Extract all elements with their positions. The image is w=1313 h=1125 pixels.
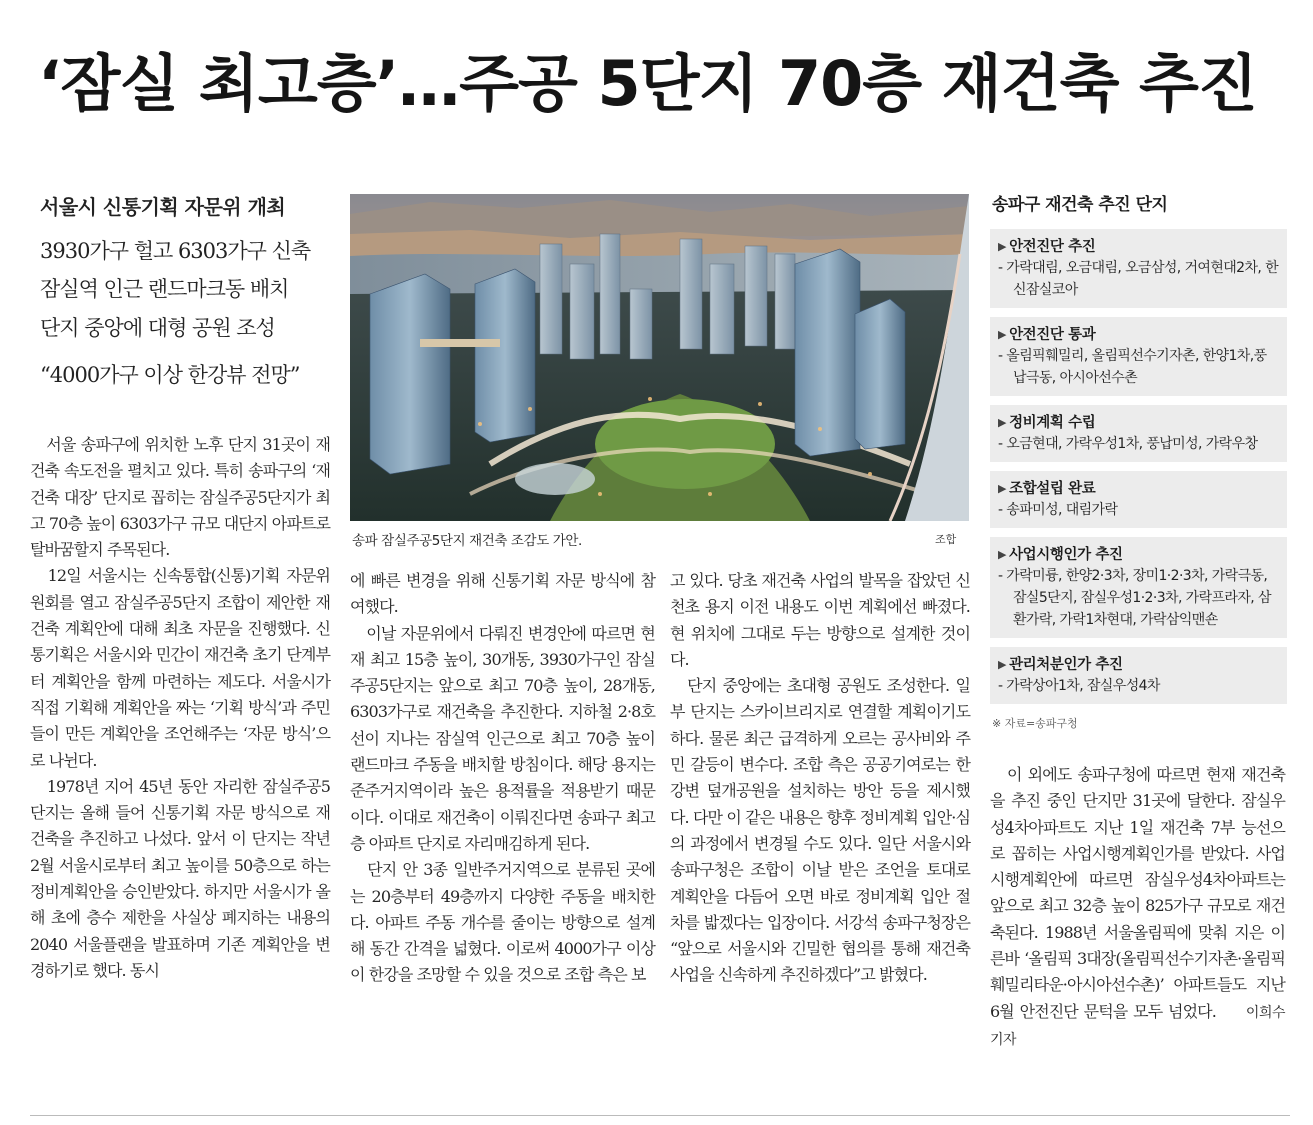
sidebar-section-complexes: - 가락대림, 오금대림, 오금삼성, 거여현대2차, 한신잠실코아 [998,260,1279,298]
sidebar-section-heading [998,479,1279,499]
byline: 이희수 기자 [990,1004,1285,1048]
subhead-1: 서울시 신통기획 자문위 개최 [40,195,286,219]
triangle-marker-icon: ▶ [998,548,1007,561]
sidebar-section [990,317,1287,396]
subhead-2: 3930가구 헐고 6303가구 신축 [40,239,311,263]
sidebar-section-heading [998,413,1279,433]
sidebar-section-complexes: - 오금현대, 가락우성1차, 풍납미성, 가락우창 [998,436,1258,452]
subhead-5: “4000가구 이상 한강뷰 전망” [40,363,300,387]
triangle-marker-icon: ▶ [998,328,1007,341]
headline: ‘잠실 최고층’…주공 5단지 70층 재건축 추진 [38,47,1257,120]
sidebar-section [990,537,1287,638]
article-column-1: 서울 송파구에 위치한 노후 단지 31곳이 재건축 속도전을 펼치고 있다. 특히 송파구의 ‘재건축 대장’ 단지로 꼽히는 잠실주공5단지가 최고 70층 높이 6303가구 규모 대단지 아파트로 탈바꿈할지 주목된다. 12일 서울시는 신속통합(신통)기획 자문위원회를 열고 잠실주공5단지 조합이 제안한 재건축 계획안에 대해 최초 자문을 진행했다. 신통기획은 서울시와 민간이 재건축 초기 단계부터 계획안을 함께 마련하는 제도다. 서울시가 직접 기획해 계획안을 짜는 ‘기획 방식’과 주민들이 만든 계획안을 조언해주는 ‘자문 방식’으로 나뉜다. 1978년 지어 45년 동안 자리한 잠실주공5단지는 올해 들어 신통기획 자문 방식으로 재건축을 추진하고 나섰다. 앞서 이 단지는 작년 2월 서울시로부터 최고 높이를 50층으로 하는 정비계획안을 승인받았다. 하지만 서울시가 올해 초에 층수 제한을 사실상 폐지하는 내용의 2040 서울플랜을 발표하며 기존 계획안을 변경하기로 했다. 동시 [30,435,330,980]
sidebar-box [990,190,1287,731]
triangle-marker-icon: ▶ [998,416,1007,429]
sidebar-source: ※ 자료=송파구청 [992,717,1078,730]
article-column-3: 고 있다. 당초 재건축 사업의 발목을 잡았던 신천초 용지 이전 내용도 이번 계획에선 빠졌다. 현 위치에 그대로 두는 방향으로 설계한 것이다. 단지 중앙에는 초대형 공원도 조성한다. 일부 단지는 스카이브리지로 연결할 계획이기도 하다. 물론 최근 급격하게 오르는 공사비와 주민 갈등이 변수다. 조합 측은 공공기여로는 한강변 덮개공원을 설치하는 방안 등을 제시했다. 다만 이 같은 내용은 향후 정비계획 입안·심의 과정에서 변경될 수도 있다. 일단 서울시와 송파구청은 조합이 이날 받은 조언을 토대로 계획안을 다듬어 오면 바로 정비계획 입안 절차를 밟겠다는 입장이다. 서강석 송파구청장은 “앞으로 서울시와 긴밀한 협의를 통해 재건축 사업을 신속하게 추진하겠다”고 밝혔다. [670,571,970,985]
sidebar-section-heading [998,325,1279,345]
rendering-photo [350,194,969,521]
triangle-marker-icon: ▶ [998,240,1007,253]
triangle-marker-icon: ▶ [998,482,1007,495]
sidebar-section-complexes: - 가락미륭, 한양2·3차, 장미1·2·3차, 가락극동, 잠실5단지, 잠실우성1·2·3차, 가락프라자, 삼환가락, 가락1차현대, 가락삼익맨숀 [998,568,1271,628]
subhead-4: 단지 중앙에 대형 공원 조성 [40,316,275,340]
sidebar-section-stage: 사업시행인가 추진 [1009,547,1123,563]
subhead-3: 잠실역 인근 랜드마크동 배치 [40,277,289,301]
sidebar-section [990,647,1287,704]
article-column-4-text: 이 외에도 송파구청에 따르면 현재 재건축을 추진 중인 단지만 31곳에 달한다. 잠실우성4차아파트도 지난 1일 재건축 7부 능선으로 꼽히는 사업시행계획인가를 받았다. 사업시행계획안에 따르면 잠실우성4차아파트는 앞으로 최고 32층 높이 825가구 규모로 재건축된다. 1988년 서울올림픽에 맞춰 지은 이른바 ‘올림픽 3대장(올림픽선수기자촌·올림픽훼밀리타운·아시아선수촌)’ 아파트들도 지난 6월 안전진단 문턱을 모두 넘었다. [990,765,1285,1021]
sidebar-section-complexes: - 가락상아1차, 잠실우성4차 [998,678,1160,694]
sidebar-section-heading [998,237,1279,257]
sidebar-section-complexes: - 송파미성, 대림가락 [998,502,1118,518]
sidebar-section [990,405,1287,462]
photo-caption: 송파 잠실주공5단지 재건축 조감도 가안. [352,533,582,549]
article-column-4 [990,762,1285,1053]
sidebar-section [990,471,1287,528]
article-column-2: 에 빠른 변경을 위해 신통기획 자문 방식에 참여했다. 이날 자문위에서 다뤄진 변경안에 따르면 현재 최고 15층 높이, 30개동, 3930가구인 잠실주공5단지는 앞으로 최고 70층 높이, 28개동, 6303가구로 재건축을 추진한다. 지하철 2·8호선이 지나는 잠실역 인근으로 최고 70층 높이 랜드마크 주동을 배치할 방침이다. 해당 용지는 준주거지역이라 높은 용적률을 적용받기 때문이다. 이대로 재건축이 이뤄진다면 송파구 최고층 아파트 단지로 자리매김하게 된다. 단지 안 3종 일반주거지역으로 분류된 곳에는 20층부터 49층까지 다양한 주동을 배치한다. 아파트 주동 개수를 줄이는 방향으로 설계해 동간 간격을 넓혔다. 이로써 4000가구 이상이 한강을 조망할 수 있을 것으로 조합 측은 보 [350,571,655,985]
sidebar-section-stage: 안전진단 추진 [1009,239,1096,255]
sidebar-title: 송파구 재건축 추진 단지 [992,195,1168,215]
triangle-marker-icon: ▶ [998,658,1007,671]
sidebar-section-heading [998,545,1279,565]
sidebar-sections [990,229,1287,704]
sidebar-section-stage: 조합설립 완료 [1009,481,1096,497]
sidebar-section-heading [998,655,1279,675]
sidebar-section-stage: 정비계획 수립 [1009,415,1096,431]
sidebar-section-stage: 안전진단 통과 [1009,327,1096,343]
sidebar-section [990,229,1287,308]
bottom-divider [30,1115,1290,1116]
sidebar-section-complexes: - 올림픽훼밀리, 올림픽선수기자촌, 한양1차,풍납극동, 아시아선수촌 [998,348,1267,386]
sidebar-section-stage: 관리처분인가 추진 [1009,657,1123,673]
photo-credit: 조합 [935,533,957,546]
